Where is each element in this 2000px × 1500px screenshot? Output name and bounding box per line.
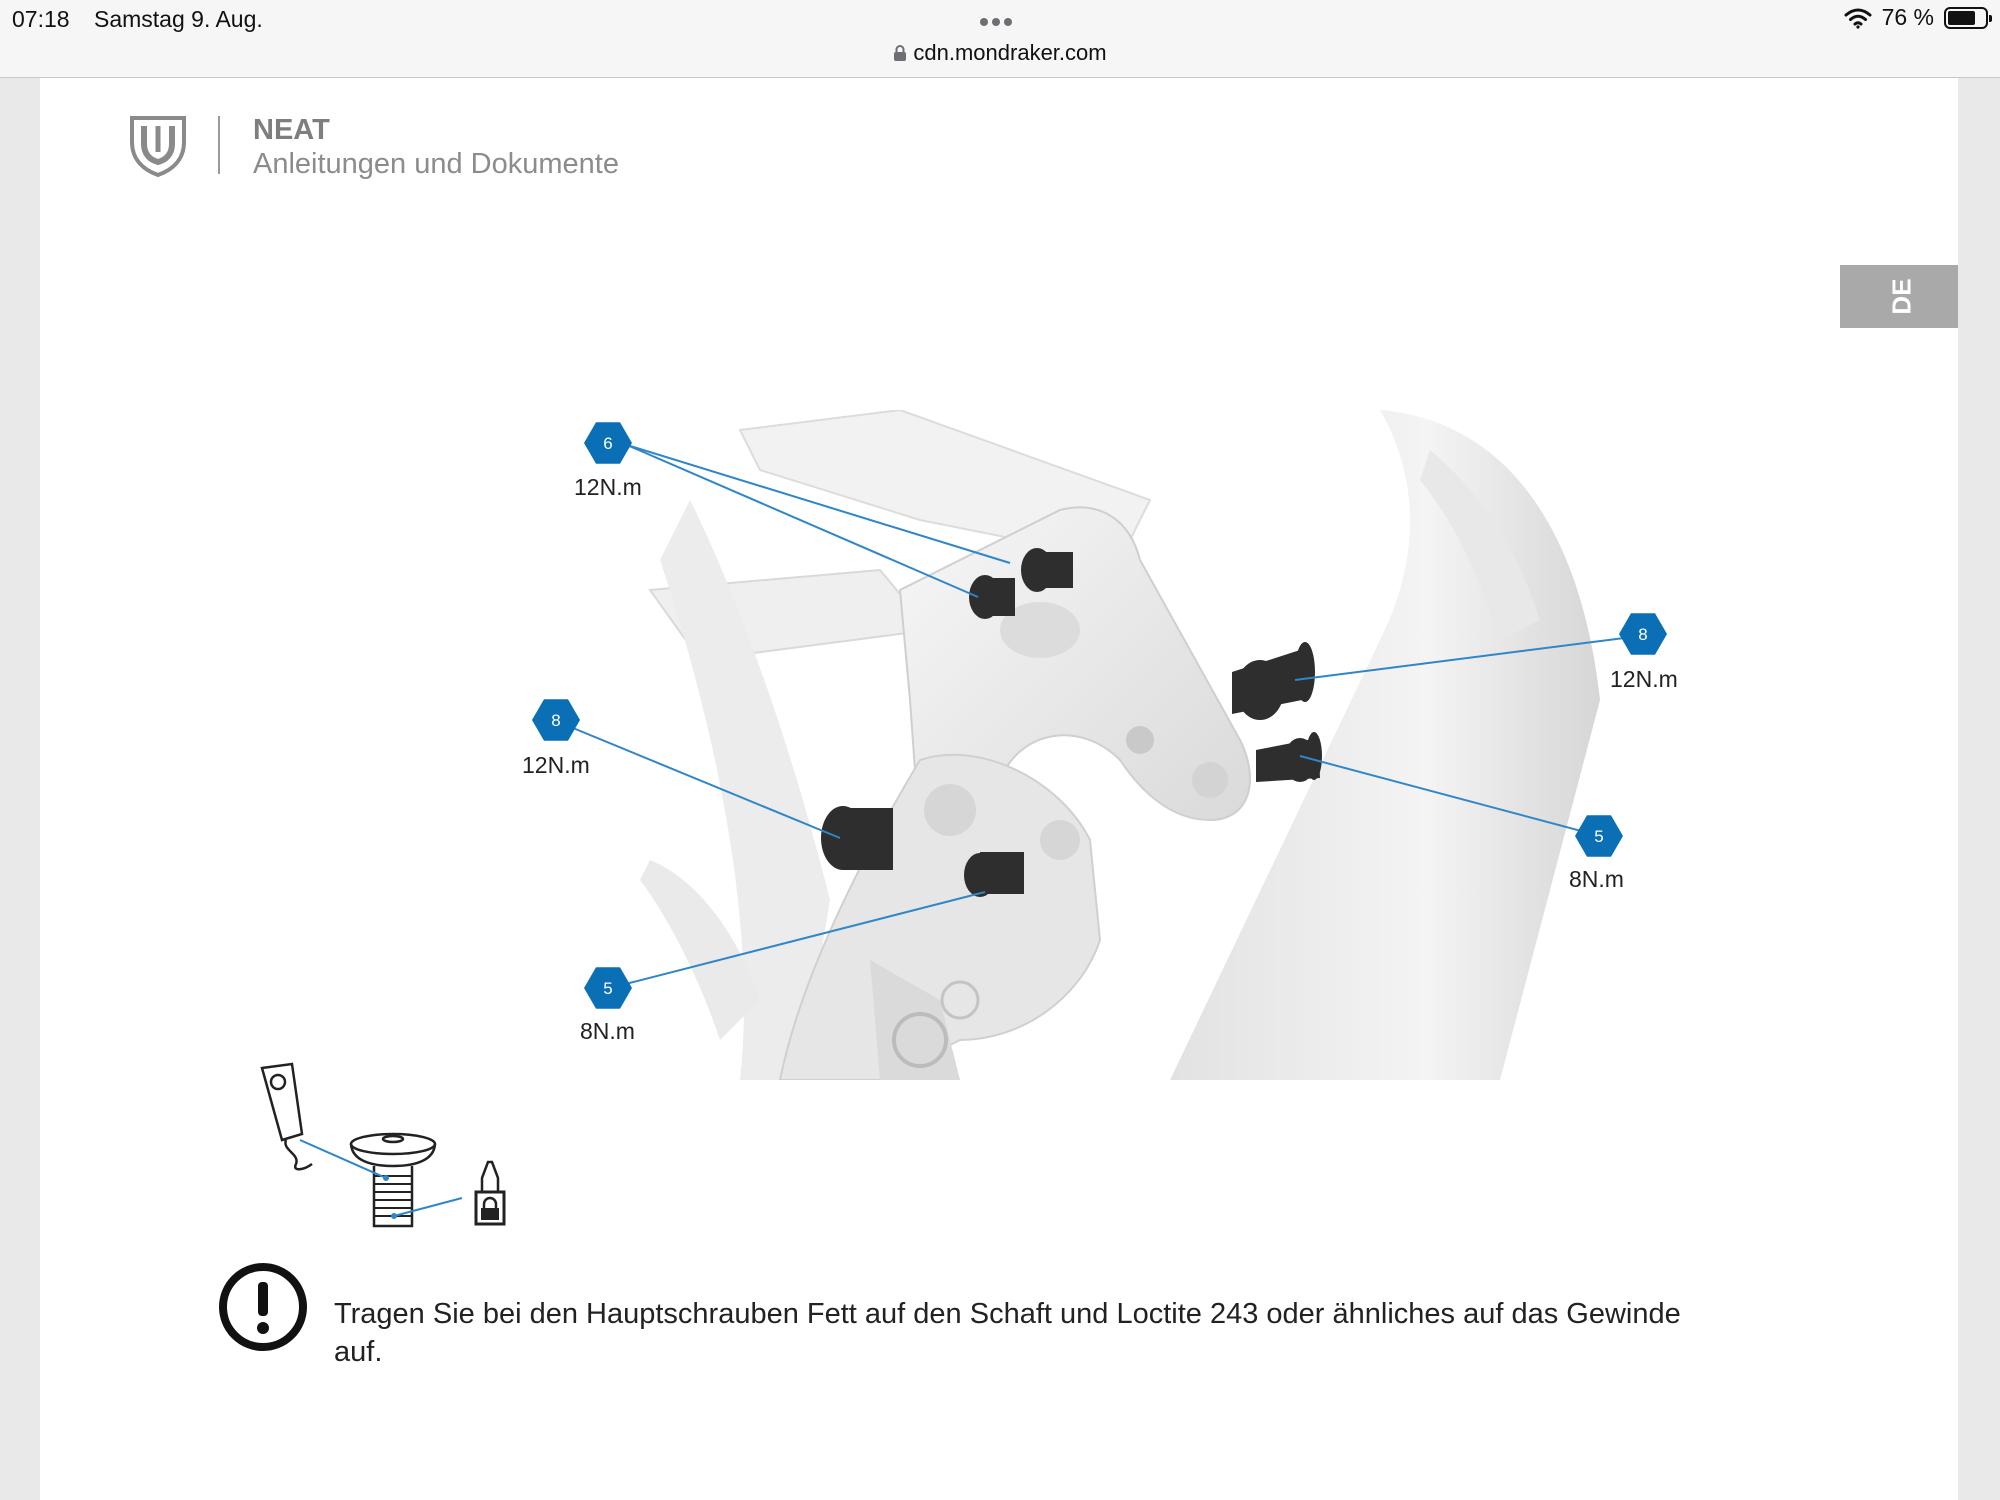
torque-label: 8N.m — [1569, 866, 1624, 892]
warning-icon — [218, 1262, 308, 1352]
document-subtitle: Anleitungen und Dokumente — [253, 148, 619, 180]
battery-percent: 76 % — [1881, 4, 1934, 30]
callout-number: 5 — [1594, 827, 1604, 846]
status-time: 07:18 — [12, 6, 70, 32]
status-date: Samstag 9. Aug. — [94, 6, 263, 32]
torque-label: 12N.m — [574, 474, 642, 500]
torque-label: 8N.m — [580, 1018, 635, 1044]
url-text: cdn.mondraker.com — [913, 40, 1107, 65]
callout-number: 8 — [551, 711, 561, 730]
grease-loctite-note: Tragen Sie bei den Hauptschrauben Fett auf den Schaft und Loctite 243 oder ähnliches auf das Gewinde auf. — [334, 1298, 1681, 1368]
loctite-bottle-icon — [476, 1162, 504, 1224]
callout-number: 5 — [603, 979, 613, 998]
legend-leaders — [300, 1140, 462, 1216]
torque-label: 12N.m — [522, 752, 590, 778]
callout-number: 6 — [603, 434, 613, 453]
document-title: NEAT — [253, 114, 330, 146]
screw-icon — [351, 1134, 435, 1226]
assembly-legend — [262, 1064, 504, 1226]
callout-number: 8 — [1638, 625, 1648, 644]
torque-label: 12N.m — [1610, 666, 1678, 692]
language-label: DE — [1886, 278, 1917, 315]
